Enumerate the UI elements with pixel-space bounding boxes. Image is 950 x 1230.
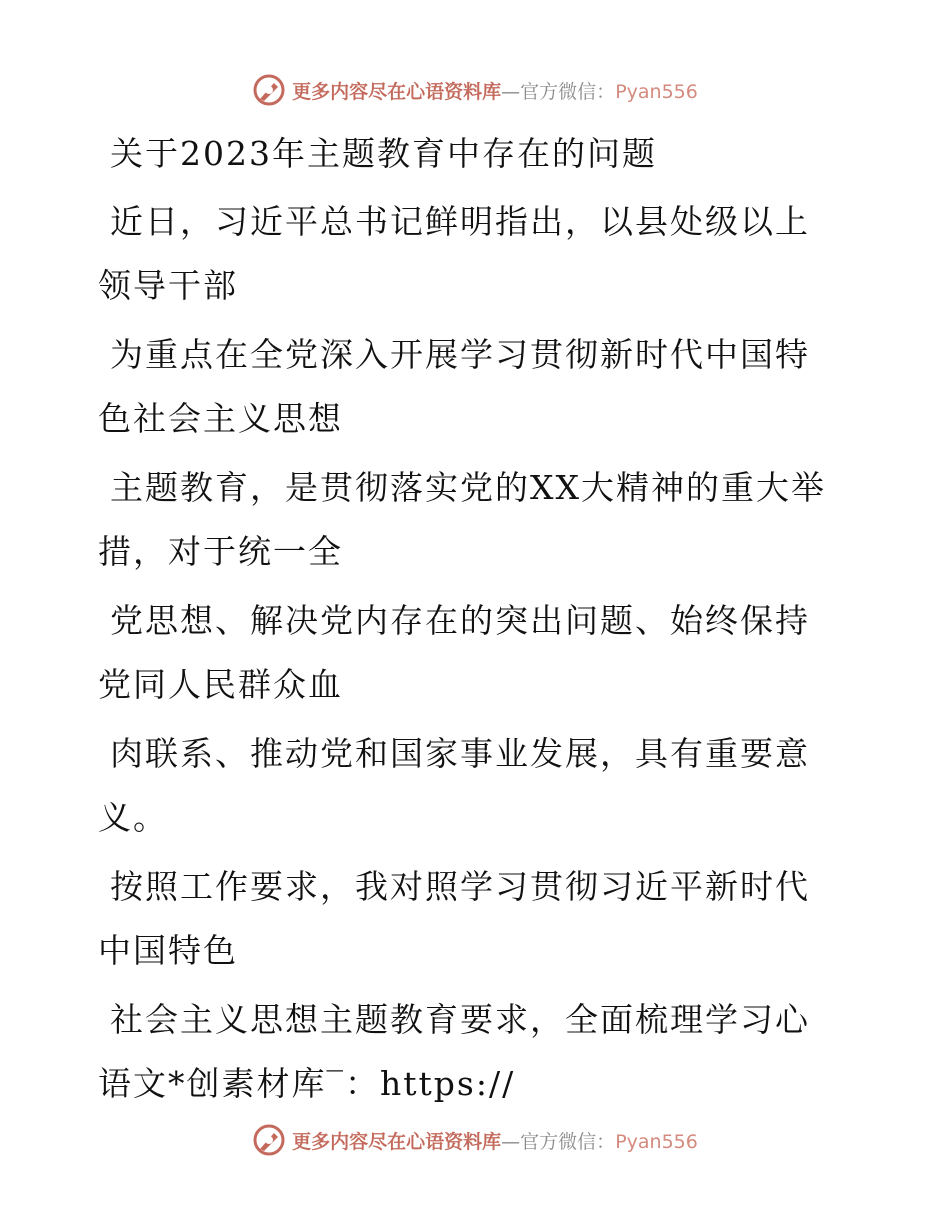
watermark-dash: — [501, 80, 521, 103]
watermark-promo: 更多内容尽在心语资料库 [292, 80, 502, 103]
watermark-wechat-id: Pyan556 [615, 80, 698, 103]
watermark-text [292, 1127, 698, 1154]
watermark-text [292, 77, 698, 104]
watermark-wechat-label: 官方微信： [520, 1130, 616, 1153]
watermark-wechat-id: Pyan556 [615, 1130, 698, 1153]
pen-logo-icon [252, 73, 286, 107]
paragraph: 主题教育，是贯彻落实党的XX大精神的重大举措，对于统一全 [98, 468, 826, 571]
paragraph: 党思想、解决党内存在的突出问题、始终保持党同人民群众血 [98, 601, 810, 704]
paragraph: 按照工作要求，我对照学习贯彻习近平新时代中国特色 [98, 867, 810, 970]
paragraph: 为重点在全党深入开展学习贯彻新时代中国特色社会主义思想 [98, 335, 810, 438]
paragraph: 近日，习近平总书记鲜明指出，以县处级以上领导干部 [98, 202, 810, 305]
watermark-dash: — [501, 1130, 521, 1153]
document-title: 关于2023年主题教育中存在的问题 [110, 134, 657, 173]
paragraph: 社会主义思想主题教育要求，全面梳理学习心语文*创素材库‾：https:// [98, 1000, 810, 1103]
paragraph: 肉联系、推动党和国家事业发展，具有重要意义。 [98, 734, 810, 837]
header-watermark-banner [0, 70, 950, 110]
footer-watermark-banner [0, 1120, 950, 1160]
watermark-wechat-label: 官方微信： [520, 80, 616, 103]
watermark-promo: 更多内容尽在心语资料库 [292, 1130, 502, 1153]
pen-logo-icon [252, 1123, 286, 1157]
document-body [98, 122, 838, 1121]
